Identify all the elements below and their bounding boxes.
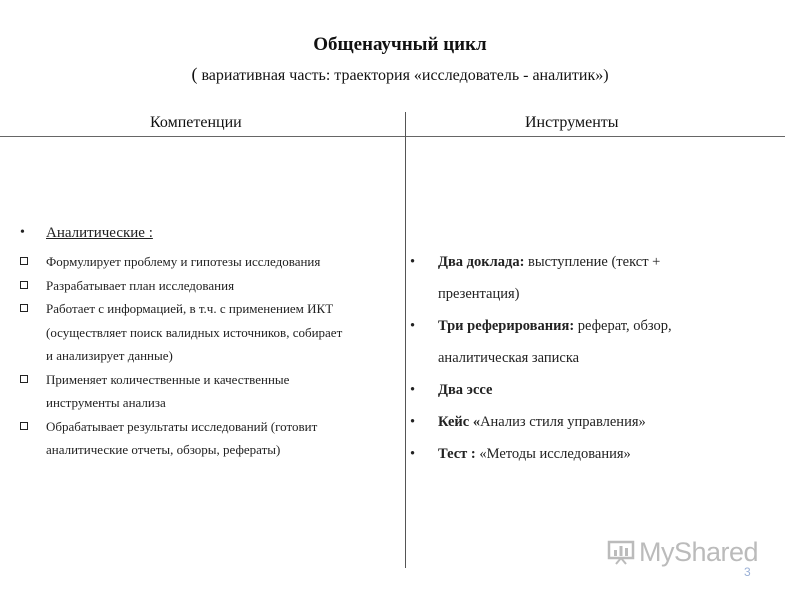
list-item <box>20 250 405 274</box>
list-item <box>408 438 753 470</box>
list-item <box>20 297 405 368</box>
column-divider <box>405 112 406 568</box>
tool-desc: реферат, обзор, <box>574 318 672 334</box>
watermark-logo <box>607 537 758 567</box>
subtitle-paren: ( <box>191 64 198 84</box>
list-item-line: Обрабатывает результаты исследований (готовит <box>46 418 318 434</box>
column-header-competencies: Компетенции <box>150 114 242 131</box>
slide-title: Общенаучный цикл <box>313 34 487 55</box>
presentation-board-icon <box>607 539 635 565</box>
list-item <box>20 415 405 462</box>
list-item <box>408 374 753 406</box>
tool-desc-line2: презентация) <box>438 286 520 302</box>
list-item-line: (осуществляет поиск валидных источников, собирает <box>46 324 343 340</box>
list-item <box>20 368 405 415</box>
page-number: 3 <box>744 565 751 579</box>
subtitle-text: вариативная часть: траектория «исследователь - аналитик») <box>197 67 609 84</box>
checkbox-bullet-icon <box>20 257 28 265</box>
tool-name: Три реферирования: <box>438 318 575 334</box>
list-item-line: и анализирует данные) <box>46 348 173 363</box>
competency-heading-text: Аналитические : <box>46 225 153 241</box>
checkbox-bullet-icon <box>20 422 28 430</box>
list-item <box>408 246 753 310</box>
slide-subtitle <box>0 64 800 85</box>
tools-list <box>408 246 753 470</box>
tool-name: Два эссе <box>438 382 493 398</box>
bullet-icon: • <box>410 254 416 270</box>
tool-name: Тест : <box>438 446 476 462</box>
tool-desc: «Методы исследования» <box>475 446 631 462</box>
list-item-line: Применяет количественные и качественные <box>46 371 290 387</box>
list-item <box>408 406 753 438</box>
bullet-icon: • <box>410 382 416 398</box>
tool-name: Кейс « <box>438 414 481 430</box>
checkbox-bullet-icon <box>20 304 28 312</box>
bullet-icon: • <box>20 225 25 240</box>
bullet-icon: • <box>410 318 416 334</box>
tool-desc: выступление (текст + <box>524 254 661 270</box>
list-item-line: Работает с информацией, в т.ч. с применением ИКТ <box>46 301 334 316</box>
tool-desc-line2: аналитическая записка <box>438 350 580 366</box>
bullet-icon: • <box>410 446 416 462</box>
list-item-line: аналитические отчеты, обзоры, рефераты) <box>46 442 281 457</box>
list-item <box>408 310 753 374</box>
column-header-tools: Инструменты <box>525 114 619 131</box>
list-item-line: Формулирует проблему и гипотезы исследования <box>46 254 321 269</box>
bullet-icon: • <box>410 414 416 430</box>
list-item <box>20 274 405 298</box>
checkbox-bullet-icon <box>20 375 28 383</box>
checkbox-bullet-icon <box>20 281 28 289</box>
tool-desc: Анализ стиля управления» <box>480 414 646 430</box>
list-item-line: Разрабатывает план исследования <box>46 277 235 293</box>
competency-heading <box>20 222 405 250</box>
header-divider <box>0 136 785 137</box>
watermark-text: MyShared <box>639 536 759 567</box>
list-item-line: инструменты анализа <box>46 395 166 410</box>
tool-name: Два доклада: <box>438 254 525 270</box>
competencies-list <box>20 222 405 462</box>
